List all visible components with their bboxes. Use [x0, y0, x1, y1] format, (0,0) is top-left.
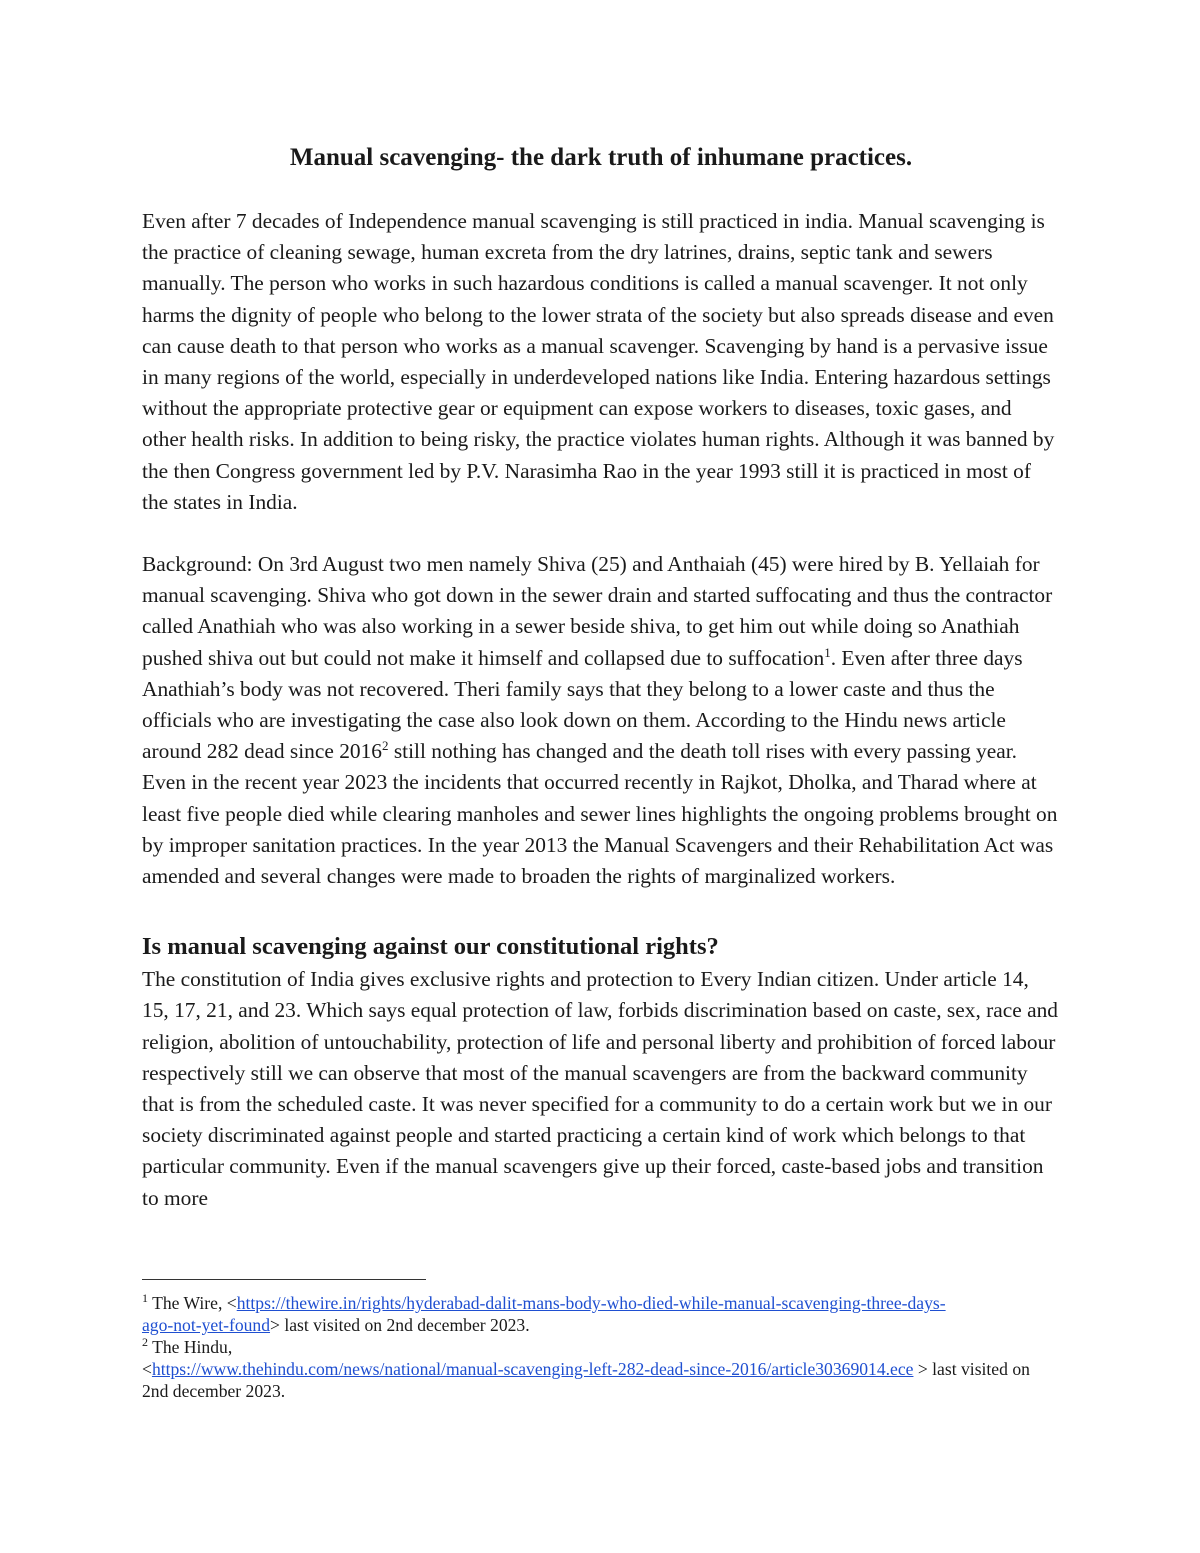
intro-paragraph: Even after 7 decades of Independence manual scavenging is still practiced in india. Manual scavenging is the practice of cleaning sewage, human excreta from the dry latrines, drains, septic tank and sewers manually. The person who works in such hazardous conditions is called a manual scavenger. It not only harms the dignity of people who belong to the lower strata of the society but also spreads disease and even can cause death to that person who works as a manual scavenger. Scavenging by hand is a pervasive issue in many regions of the world, especially in underdeveloped nations like India. Entering hazardous settings without the appropriate protective gear or equipment can expose workers to diseases, toxic gases, and other health risks. In addition to being risky, the practice violates human rights. Although it was banned by the then Congress government led by P.V. Narasimha Rao in the year 1993 still it is practiced in most of the states in India. — [142, 209, 1055, 514]
footnote-ref-1[interactable]: 1 — [824, 644, 831, 660]
section-paragraph: The constitution of India gives exclusive rights and protection to Every Indian citizen. Under article 14, 15, 17, 21, and 23. Which says equal protection of law, forbids discrimination based on caste, sex, race and religion, abolition of untouchability, protection of life and personal liberty and prohibition of forced labour respectively still we can observe that most of the manual scavengers are from the backward community that is from the scheduled caste. It was never specified for a community to do a certain work but we in our society discriminated against people and started practicing a certain kind of work which belongs to that particular community. Even if the manual scavengers give up their forced, caste-based jobs and transition to more — [142, 967, 1058, 1210]
footnote-2-prefix: The Hindu, — [148, 1337, 233, 1357]
footnote-1-suffix: > last visited on 2nd december 2023. — [270, 1315, 530, 1335]
background-text-2: . Even after three days Anathiah’s body was not recovered. Theri family says that they belong to a lower caste and thus the officials who are investigating the case also look down on them. According to the Hindu news article around 282 dead since 2016 — [142, 645, 1023, 764]
footnote-ref-2[interactable]: 2 — [382, 738, 389, 754]
footnote-number-1: 1 — [142, 1291, 148, 1306]
footnote-1 — [142, 1292, 1060, 1336]
footnote-2-link[interactable]: https://www.thehindu.com/news/national/manual-scavenging-left-282-dead-since-2016/article30369014.ece — [151, 1359, 914, 1379]
footnote-1-prefix: The Wire, < — [148, 1293, 237, 1313]
footnote-1-link[interactable] — [142, 1293, 946, 1335]
footnote-separator — [142, 1279, 426, 1280]
background-text-3: still nothing has changed and the death toll rises with every passing year. Even in the recent year 2023 the incidents that occurred recently in Rajkot, Dholka, and Tharad where at least five people died while clearing manholes and sewer lines highlights the ongoing problems brought on by improper sanitation practices. In the year 2013 the Manual Scavengers and their Rehabilitation Act was amended and several changes were made to broaden the rights of marginalized workers. — [142, 739, 1058, 889]
footnotes — [142, 1292, 1060, 1402]
footnote-2-suffix: > last visited on 2nd december 2023. — [142, 1359, 1030, 1401]
footnote-number-2: 2 — [142, 1335, 148, 1350]
background-paragraph — [142, 549, 1060, 892]
footnote-1-link-line1[interactable]: https://thewire.in/rights/hyderabad-dalit-mans-body-who-died-while-manual-scavenging-three-days- — [236, 1293, 946, 1313]
document-page — [142, 138, 1060, 1214]
footnote-2 — [142, 1336, 1060, 1402]
footnote-2-open: < — [142, 1359, 152, 1379]
section-heading: Is manual scavenging against our constitutional rights? — [142, 933, 719, 961]
footnote-1-link-line2[interactable]: ago-not-yet-found — [142, 1315, 271, 1335]
background-text-1: Background: On 3rd August two men namely Shiva (25) and Anthaiah (45) were hired by B. Yellaiah for manual scavenging. Shiva who got down in the sewer drain and started suffocating and thus the contractor called Anathiah who was also working in a sewer beside shiva, to get him out while doing so Anathiah pushed shiva out but could not make it himself and collapsed due to suffocation — [142, 552, 1053, 670]
document-title: Manual scavenging- the dark truth of inhumane practices. — [289, 144, 913, 171]
